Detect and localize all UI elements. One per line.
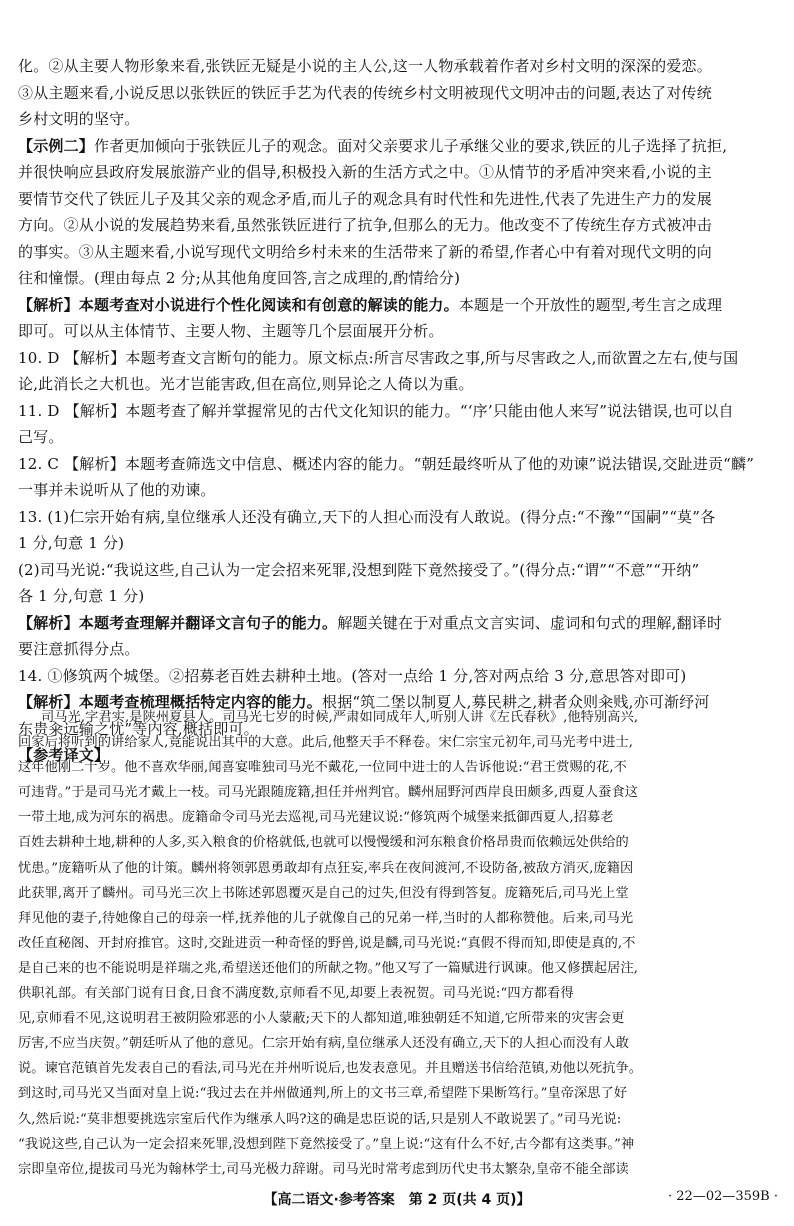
translation-line: 久,然后说:“莫非想要挑选宗室后代作为继承人吗?这的确是忠臣说的话,只是别人不敢说罢了。”司马光说:	[18, 1111, 622, 1127]
translation-line: 供职礼部。有关部门说有日食,日食不满度数,京师看不见,却要上表祝贺。司马光说:“四方都看得	[18, 986, 574, 1002]
text-line	[18, 504, 780, 531]
text-line	[18, 477, 780, 504]
text-line	[18, 159, 780, 186]
text-line	[18, 53, 780, 80]
text-line	[18, 212, 780, 239]
bold-heading: 【解析】本题考查对小说进行个性化阅读和有创意的解读的能力。	[18, 295, 459, 314]
text-line	[18, 371, 780, 398]
line-text: 己写。	[18, 428, 64, 446]
line-text: 14. ①修筑两个城堡。②招募老百姓去耕种土地。(答对一点给 1 分,答对两点给 3 分,意思答对即可)	[18, 666, 687, 685]
text-line	[18, 583, 780, 610]
line-text: 往和憧憬。(理由每点 2 分;从其他角度回答,言之成理的,酌情给分)	[18, 269, 461, 287]
line-text: 要注意抓得分点。	[18, 640, 140, 658]
text-line	[18, 636, 780, 663]
translation-line: 见,京师看不见,这说明君王被阴险邪恶的小人蒙蔽;天下的人都知道,唯独朝廷不知道,它所带来的灾害会更	[18, 1011, 625, 1027]
translation-line: 拜见他的妻子,待她像自己的母亲一样,抚养他的儿子就像自己的兄弟一样,当时的人都称赞他。后来,司马光	[18, 910, 634, 926]
line-text: 并很快响应县政府发展旅游产业的倡导,积极投入新的生活方式之中。①从情节的矛盾冲突来看,小说的主	[18, 163, 712, 181]
line-text: 根据“筑二堡以制夏人,募民耕之,耕者众则籴贱,亦可渐纾河	[322, 693, 710, 711]
bold-heading: 【参考译文】	[18, 746, 110, 764]
line-text: 作者更加倾向于张铁匠儿子的观念。面对父亲要求儿子承继父业的要求,铁匠的儿子选择了抗拒,	[94, 136, 728, 155]
line-text: 一事并未说听从了他的劝谏。	[18, 481, 216, 499]
line-text: 乡村文明的坚守。	[18, 110, 140, 128]
footer-code: · 22—02—359B ·	[668, 1189, 778, 1204]
text-line	[18, 345, 780, 372]
text-line	[18, 424, 780, 451]
bold-heading: 【解析】本题考查梳理概括特定内容的能力。	[18, 693, 323, 711]
translation-line: 说。谏官范镇首先发表自己的看法,司马光在并州听说后,也发表意见。并且赠送书信给范镇,劝他以死抗争。	[18, 1061, 643, 1077]
text-line	[18, 106, 780, 133]
bold-heading: 【解析】本题考查理解并翻译文言句子的能力。	[18, 613, 338, 632]
line-text: 东贵籴远输之忧”等内容,概括即可。	[18, 719, 259, 738]
text-line	[18, 451, 780, 478]
translation-line: 一带土地,成为河东的祸患。庞籍命令司马光去巡视,司马光建议说:“修筑两个城堡来抵御西夏人,招募老	[18, 810, 614, 826]
translation-line: 厉害,不应当庆贺。”朝廷听从了他的意见。仁宗开始有病,皇位继承人还没有确立,天下的人担心而没有人敢	[18, 1036, 630, 1052]
line-text: 1 分,句意 1 分)	[18, 534, 125, 552]
bold-heading: 【示例二】	[18, 136, 95, 155]
text-line	[18, 133, 780, 160]
text-line	[18, 530, 780, 557]
translation-line: 可违背。”于是司马光才戴上一枝。司马光跟随庞籍,担任并州判官。麟州屈野河西岸良田颇多,西夏人蚕食这	[18, 785, 639, 801]
line-text: ③从主题来看,小说反思以张铁匠的铁匠手艺为代表的传统乡村文明被现代文明冲击的问题,表达了对传统	[18, 83, 712, 102]
translation-line: “我说这些,自己认为一定会招来死罪,没想到陛下竟然接受了。”皇上说:“这有什么不好,古今都有这类事。”神	[18, 1136, 635, 1152]
line-text: 本题是一个开放性的题型,考生言之成理	[458, 295, 723, 314]
page-footer	[0, 1189, 794, 1213]
translation-line: 这年他刚二十岁。他不喜欢华丽,闻喜宴唯独司马光不戴花,一位同中进士的人告诉他说:“君王赏赐的花,不	[18, 760, 627, 776]
text-line	[18, 557, 780, 584]
translation-line: 司马光,字君实,是陕州夏县人。司马光七岁的时候,严肃如同成年人,听别人讲《左氏春秋》,他特别高兴,	[41, 710, 639, 725]
translation-line: 到这时,司马光又当面对皇上说:“我过去在并州做通判,所上的文书三章,希望陛下果断笃行。”皇帝深思了好	[18, 1086, 628, 1102]
text-line	[18, 186, 780, 213]
text-line	[18, 80, 780, 107]
answer-section	[18, 53, 780, 769]
text-line	[18, 398, 780, 425]
line-text: (2)司马光说:“我说这些,自己认为一定会招来死罪,没想到陛下竟然接受了。”(得分点:“谓”“不意”“开纳”	[18, 560, 700, 579]
translation-line: 回家后将听到的讲给家人,竟能说出其中的大意。此后,他整天手不释卷。宋仁宗宝元初年,司马光考中进士,	[18, 735, 634, 751]
line-text: 方向。②从小说的发展趋势来看,虽然张铁匠进行了抗争,但那么的无力。他改变不了传统生存方式被冲击	[18, 216, 712, 234]
line-text: 解题关键在于对重点文言实词、虚词和句式的理解,翻译时	[337, 613, 723, 632]
text-line	[18, 318, 780, 345]
line-text: 10. D 【解析】本题考查文言断句的能力。原文标点:所言尽害政之事,所与尽害政之人,而欲置之左右,使与国	[18, 348, 739, 367]
translation-line: 忧患。”庞籍听从了他的计策。麟州将领郭恩勇敢却有点狂妄,率兵在夜间渡河,不设防备,被敌方消灭,庞籍因	[18, 860, 634, 876]
text-line	[18, 239, 780, 266]
line-text: 12. C 【解析】本题考查筛选文中信息、概述内容的能力。“朝廷最终听从了他的劝谏”说法错误,交趾进贡“麟”	[18, 454, 755, 473]
line-text: 11. D 【解析】本题考查了解并掌握常见的古代文化知识的能力。“‘序’只能由他人来写”说法错误,也可以自	[18, 401, 734, 420]
text-line	[18, 265, 780, 292]
text-line	[18, 663, 780, 690]
line-text: 论,此消长之大机也。光才岂能害政,但在高位,则异论之人倚以为重。	[18, 375, 474, 393]
line-text: 要情节交代了铁匠儿子及其父亲的观念矛盾,而儿子的观念具有时代性和先进性,代表了先进生产力的发展	[18, 189, 712, 208]
translation-line: 是自己来的也不能说明是祥瑞之兆,希望送还他们的所献之物。”他又写了一篇赋进行讽谏。他又修撰起居注,	[18, 960, 639, 976]
line-text: 化。②从主要人物形象来看,张铁匠无疑是小说的主人公,这一人物承载着作者对乡村文明的深深的爱恋。	[18, 57, 712, 75]
text-line	[18, 292, 780, 319]
reference-translation	[18, 705, 780, 1182]
line-text: 的事实。③从主题来看,小说写现代文明给乡村未来的生活带来了新的希望,作者心中有着对现代文明的向	[18, 242, 712, 261]
translation-line: 百姓去耕种土地,耕种的人多,买入粮食的价格就低,也就可以慢慢缓和河东粮食价格昂贵而依赖远处供给的	[18, 835, 629, 851]
text-line	[18, 610, 780, 637]
translation-line: 宗即皇帝位,提拔司马光为翰林学士,司马光极力辞谢。司马光时常考虑到历代史书太繁杂,皇帝不能全部读	[18, 1161, 629, 1177]
line-text: 各 1 分,句意 1 分)	[18, 587, 145, 605]
translation-line: 此获罪,离开了麟州。司马光三次上书陈述郭恩覆灭是自己的过失,但没有得到答复。庞籍死后,司马光上堂	[18, 885, 629, 901]
line-text: 13. (1)仁宗开始有病,皇位继承人还没有确立,天下的人担心而没有人敢说。(得分点:“不豫”“国嗣”“莫”各	[18, 507, 716, 526]
translation-line: 改任直秘阁、开封府推官。这时,交趾进贡一种奇怪的野兽,说是麟,司马光说:“真假不得而知,即使是真的,不	[18, 935, 636, 951]
footer-title: 【高二语文·参考答案 第 2 页(共 4 页)】	[263, 1192, 531, 1208]
line-text: 即可。可以从主体情节、主要人物、主题等几个层面展开分析。	[18, 322, 444, 340]
